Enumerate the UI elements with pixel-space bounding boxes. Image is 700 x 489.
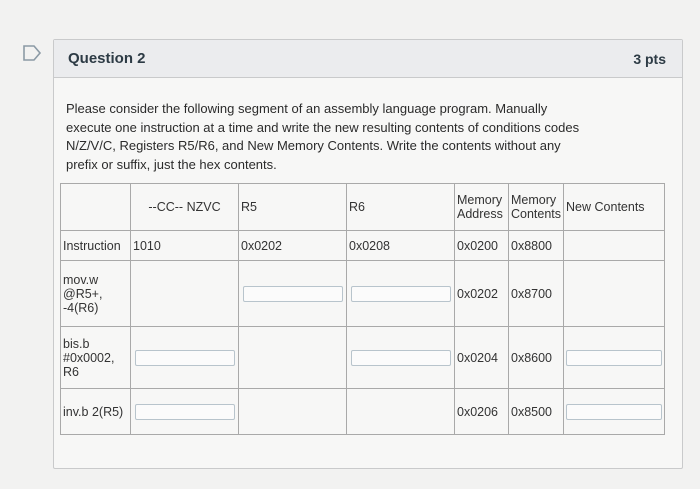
new-contents-cell <box>564 327 665 389</box>
new-contents-cell <box>564 231 665 261</box>
initial-r6: 0x0208 <box>347 231 455 261</box>
initial-r5: 0x0202 <box>239 231 347 261</box>
header-r5: R5 <box>239 184 347 231</box>
initial-cc: 1010 <box>131 231 239 261</box>
question-points: 3 pts <box>633 50 666 67</box>
new-contents-input[interactable] <box>566 404 662 420</box>
new-contents-cell <box>564 261 665 327</box>
question-card <box>53 39 683 469</box>
mem-contents: 0x8500 <box>509 389 564 435</box>
mem-contents: 0x8800 <box>509 231 564 261</box>
cc-answer-cell <box>131 389 239 435</box>
cc-answer-cell <box>131 261 239 327</box>
question-prompt: Please consider the following segment of an assembly language program. Manually execute one instruction at a time and write the new resulting contents of conditions codes N/Z/V/C, Registers R5/R6, and New Memory Contents. Write the contents without any prefix or suffix, just the hex contents. <box>66 101 580 172</box>
mem-address: 0x0206 <box>455 389 509 435</box>
instruction-cell: mov.w @R5+, -4(R6) <box>61 261 131 327</box>
table-row <box>61 261 665 327</box>
table-header-row <box>61 184 665 231</box>
initial-label: Instruction <box>61 231 131 261</box>
header-blank <box>61 184 131 231</box>
cc-answer-input[interactable] <box>135 350 235 366</box>
header-r6: R6 <box>347 184 455 231</box>
r5-answer-cell <box>239 261 347 327</box>
cc-answer-cell <box>131 327 239 389</box>
header-mem-address: Memory Address <box>455 184 509 231</box>
mem-address: 0x0200 <box>455 231 509 261</box>
header-new-contents: New Contents <box>564 184 665 231</box>
flag-question-icon[interactable] <box>22 45 42 61</box>
r6-answer-cell <box>347 327 455 389</box>
answer-table <box>60 183 665 435</box>
question-title: Question 2 <box>68 50 146 67</box>
r6-answer-input[interactable] <box>351 350 451 366</box>
instruction-cell: inv.b 2(R5) <box>61 389 131 435</box>
header-mem-contents: Memory Contents <box>509 184 564 231</box>
new-contents-input[interactable] <box>566 350 662 366</box>
mem-contents: 0x8700 <box>509 261 564 327</box>
mem-contents: 0x8600 <box>509 327 564 389</box>
table-row <box>61 327 665 389</box>
mem-address: 0x0204 <box>455 327 509 389</box>
cc-answer-input[interactable] <box>135 404 235 420</box>
r5-answer-input[interactable] <box>243 286 343 302</box>
instruction-cell: bis.b #0x0002, R6 <box>61 327 131 389</box>
r5-answer-cell <box>239 389 347 435</box>
new-contents-cell <box>564 389 665 435</box>
table-row <box>61 389 665 435</box>
table-row <box>61 231 665 261</box>
r6-answer-cell <box>347 389 455 435</box>
r6-answer-cell <box>347 261 455 327</box>
r6-answer-input[interactable] <box>351 286 451 302</box>
mem-address: 0x0202 <box>455 261 509 327</box>
question-header <box>54 40 682 78</box>
r5-answer-cell <box>239 327 347 389</box>
header-cc: --CC-- NZVC <box>131 184 239 231</box>
